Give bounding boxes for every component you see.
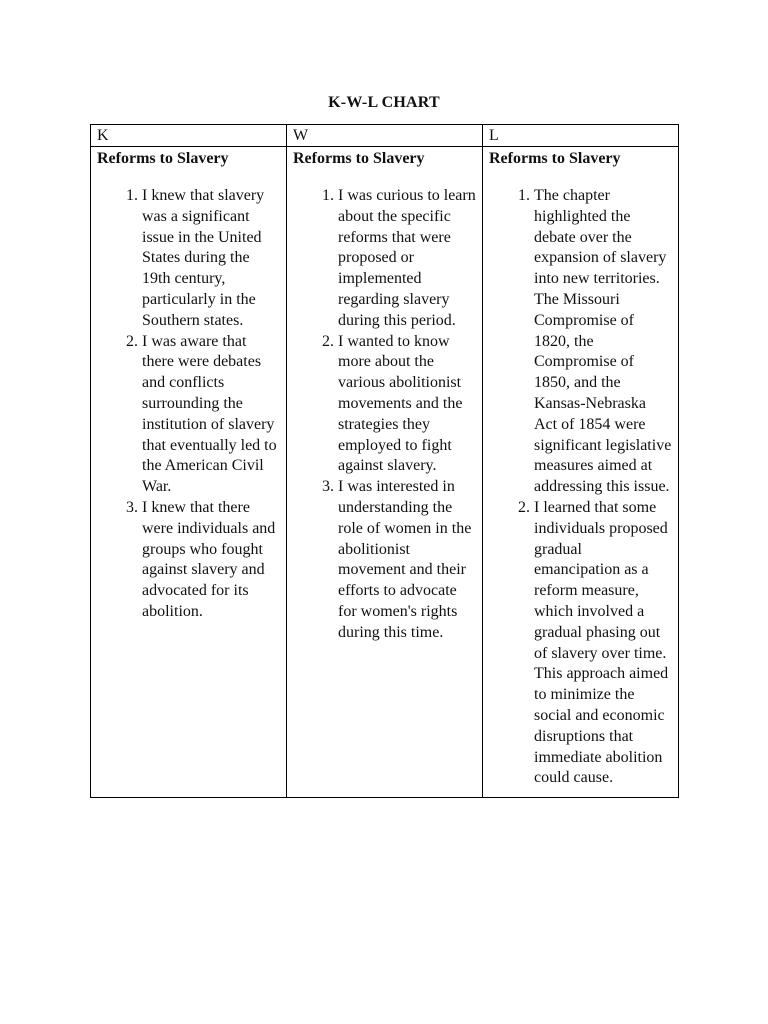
page-title: K-W-L CHART: [328, 94, 440, 111]
column-header-w: W: [287, 125, 483, 147]
subheading-k: Reforms to Slavery: [97, 150, 229, 167]
column-header-k: K: [91, 125, 287, 147]
list-item: 1. The chapter highlighted the debate over the expansion of slavery into new territories. The Missouri Compromise of 1820, the Compromise of 1850, and the Kansas-Nebraska Act of 1854 were significant legislative measures aimed at addressing this issue.: [534, 186, 672, 498]
list-l: [489, 186, 672, 789]
header-row: [91, 125, 679, 147]
list-w: [293, 186, 476, 644]
list-item: 2. I wanted to know more about the various abolitionist movements and the strategies they employed to fight against slavery.: [338, 332, 476, 478]
list-k: [97, 186, 280, 623]
column-header-l: L: [483, 125, 679, 147]
cell-l: [483, 147, 679, 798]
list-item: 2. I learned that some individuals proposed gradual emancipation as a reform measure, which involved a gradual phasing out of slavery over time. This approach aimed to minimize the social and economic disruptions that immediate abolition could cause.: [534, 498, 672, 789]
cell-w: [287, 147, 483, 798]
list-item: 1. I was curious to learn about the specific reforms that were proposed or implemented regarding slavery during this period.: [338, 186, 476, 332]
content-row: [91, 147, 679, 798]
list-item: 1. I knew that slavery was a significant issue in the United States during the 19th century, particularly in the Southern states.: [142, 186, 280, 332]
list-item: 3. I knew that there were individuals and groups who fought against slavery and advocated for its abolition.: [142, 498, 280, 623]
kwl-table: [90, 124, 679, 798]
list-item: 2. I was aware that there were debates and conflicts surrounding the institution of slavery that eventually led to the American Civil War.: [142, 332, 280, 498]
subheading-w: Reforms to Slavery: [293, 150, 425, 167]
cell-k: [91, 147, 287, 798]
subheading-l: Reforms to Slavery: [489, 150, 621, 167]
list-item: 3. I was interested in understanding the role of women in the abolitionist movement and their efforts to advocate for women's rights during this time.: [338, 477, 476, 643]
